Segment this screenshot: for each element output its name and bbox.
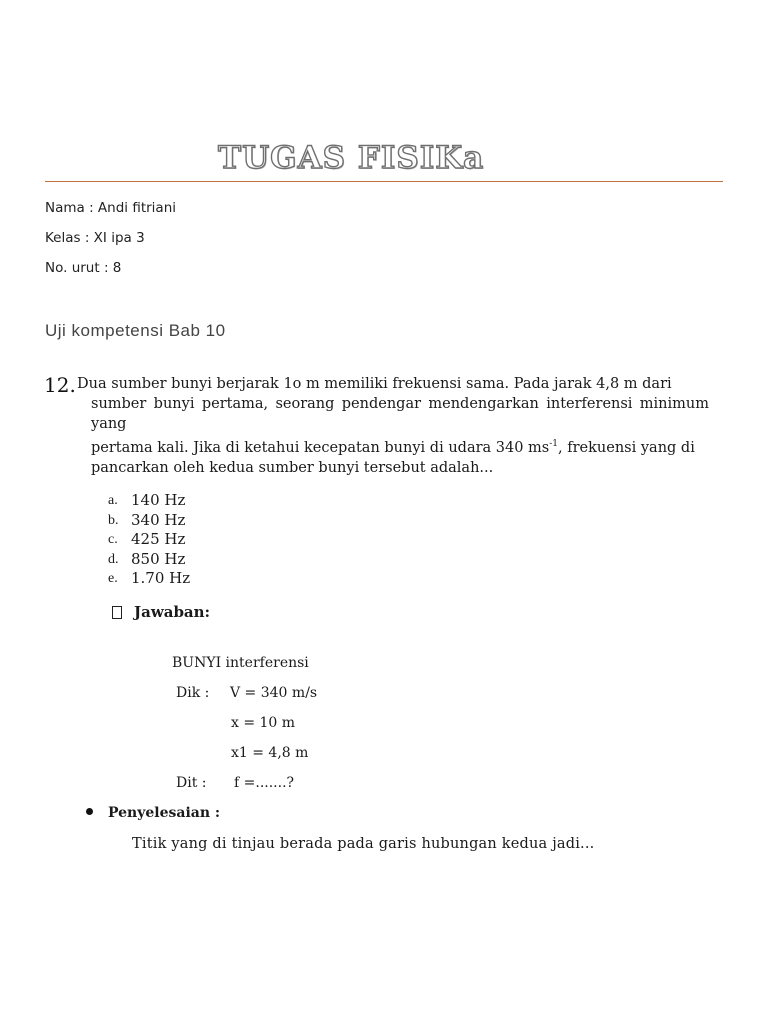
option-c: [108, 530, 190, 550]
question-number: [44, 373, 76, 397]
given-distance: x = 10 m: [231, 715, 296, 731]
bullet-icon: [86, 808, 93, 815]
question-number-suffix: .: [69, 373, 76, 397]
question-text: [77, 374, 709, 478]
question-line-3: [77, 434, 709, 458]
question-line-1: Dua sumber bunyi berjarak 1o m memiliki frekuensi sama. Pada jarak 4,8 m dari: [77, 376, 672, 392]
dit-label: Dit :: [176, 775, 207, 791]
option-letter: a.: [108, 493, 118, 508]
student-class: Kelas : XI ipa 3: [45, 230, 145, 246]
option-text: 140 Hz: [131, 491, 186, 509]
option-text: 1.70 Hz: [131, 569, 191, 588]
solution-text: Titik yang di tinjau berada pada garis hubungan kedua jadi...: [132, 836, 595, 852]
option-e: [108, 569, 190, 589]
option-a: [108, 491, 190, 511]
answer-topic: BUNYI interferensi: [172, 655, 309, 671]
answer-options: [108, 491, 190, 589]
student-number: No. urut : 8: [45, 260, 122, 276]
answer-heading-label: Jawaban:: [134, 603, 211, 621]
option-letter: b.: [108, 512, 119, 528]
solution-heading: Penyelesaian :: [108, 805, 221, 821]
option-letter: c.: [108, 532, 118, 548]
unit-superscript: -1: [549, 439, 559, 449]
given-velocity: V = 340 m/s: [230, 685, 318, 701]
section-title: Uji kompetensi Bab 10: [45, 321, 226, 340]
dik-label: Dik :: [176, 685, 210, 701]
student-name: Nama : Andi fitriani: [45, 200, 177, 216]
checkbox-icon: [112, 606, 122, 619]
question-line-3-main: pertama kali. Jika di ketahui kecepatan bunyi di udara 340 ms: [91, 439, 550, 456]
title-divider: [45, 181, 723, 182]
question-number-value: 12: [44, 373, 70, 397]
question-line-3-tail: , frekuensi yang di: [558, 439, 695, 456]
asked-frequency: f =.......?: [234, 775, 295, 791]
option-letter: e.: [108, 571, 118, 587]
option-letter: d.: [108, 551, 119, 567]
option-text: 340 Hz: [131, 510, 186, 529]
option-d: [108, 550, 190, 570]
option-text: 425 Hz: [131, 530, 186, 549]
given-distance-x1: x1 = 4,8 m: [231, 745, 309, 761]
question-line-4: pancarkan oleh kedua sumber bunyi tersebut adalah...: [91, 459, 494, 476]
option-text: 850 Hz: [131, 549, 186, 568]
page-title: TUGAS FISIKa: [218, 140, 485, 176]
answer-heading: [112, 603, 210, 621]
question-line-2: sumber bunyi pertama, seorang pendengar mendengarkan interferensi minimum yang: [91, 396, 709, 432]
option-b: [108, 511, 190, 531]
